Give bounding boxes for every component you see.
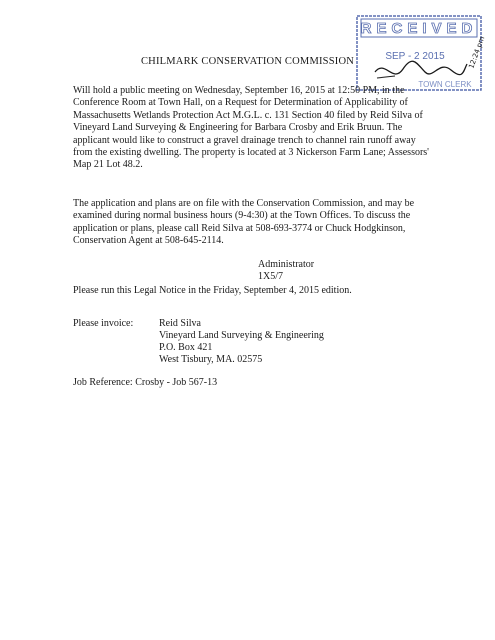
meeting-paragraph: Will hold a public meeting on Wednesday, September 16, 2015 at 12:50 PM, in the Conference Room at Town Hall, on a Request for Determination of Applicability of Massachusetts Wetlands Protection Act M.G.L. c. 131 Section 40 filed by Reid Silva of Vineyard Land Surveying & Engineering for Barbara Crosby and Erik Bruun. The applicant would like to construct a gravel drainage trench to channel rain runoff away from the existing dwelling. The property is located at 3 Nickerson Farm Lane; Assessors' Map 21 Lot 48.2. <box>73 85 429 171</box>
received-stamp-graphic <box>355 14 485 94</box>
invoice-line: Reid Silva <box>159 318 201 329</box>
invoice-label: Please invoice: <box>73 318 134 329</box>
stamp-word: RECEIVED <box>360 20 478 37</box>
invoice-line: Vineyard Land Surveying & Engineering <box>159 330 324 341</box>
signature-code: 1X5/7 <box>258 271 283 282</box>
stamp-handwritten-time: 12:24 pm <box>467 35 485 70</box>
stamp-office: TOWN CLERK <box>418 80 472 89</box>
signature-role: Administrator <box>258 259 315 270</box>
stamp-underline <box>377 76 395 78</box>
legal-notice-line: Please run this Legal Notice in the Friday, September 4, 2015 edition. <box>73 285 352 296</box>
stamp-date: SEP - 2 2015 <box>385 51 445 62</box>
job-reference: Job Reference: Crosby - Job 567-13 <box>73 377 218 388</box>
application-paragraph: The application and plans are on file with the Conservation Commission, and may be examined during normal business hours (9-4:30) at the Town Offices. To discuss the application or plans, please call Reid Silva at 508-693-3774 or Chuck Hodgkinson, Conservation Agent at 508-645-2114. <box>73 198 415 247</box>
document-title: CHILMARK CONSERVATION COMMISSION <box>140 56 355 67</box>
invoice-line: P.O. Box 421 <box>159 342 213 353</box>
received-stamp <box>355 14 485 94</box>
invoice-line: West Tisbury, MA. 02575 <box>159 354 263 365</box>
